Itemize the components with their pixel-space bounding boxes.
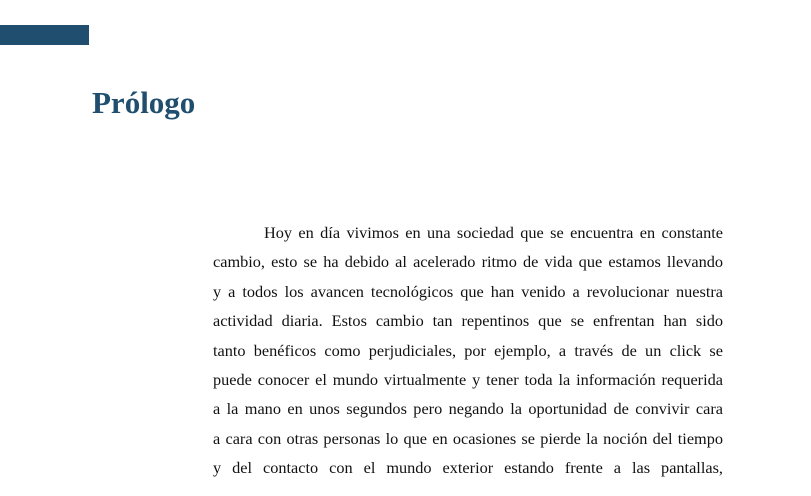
paragraph-line: a la mano en unos segundos pero negando la oportunidad de convivir cara (213, 399, 723, 419)
paragraph-line: y del contacto con el mundo exterior estando frente a las pantallas, (213, 458, 723, 478)
paragraph-line: a cara con otras personas lo que en ocasiones se pierde la noción del tiempo (213, 428, 723, 448)
body-paragraph (213, 218, 723, 483)
paragraph-line: puede conocer el mundo virtualmente y tener toda la información requerida (213, 369, 723, 389)
paragraph-line: actividad diaria. Estos cambio tan repentinos que se enfrentan han sido (213, 311, 723, 331)
header-accent-bar (0, 25, 89, 45)
paragraph-line: Hoy en día vivimos en una sociedad que se encuentra en constante (264, 223, 723, 242)
page-title: Prólogo (92, 85, 196, 120)
paragraph-line: tanto benéficos como perjudiciales, por ejemplo, a través de un click se (213, 340, 723, 360)
paragraph-line: y a todos los avancen tecnológicos que han venido a revolucionar nuestra (213, 281, 723, 301)
paragraph-line: cambio, esto se ha debido al acelerado ritmo de vida que estamos llevando (213, 252, 723, 272)
